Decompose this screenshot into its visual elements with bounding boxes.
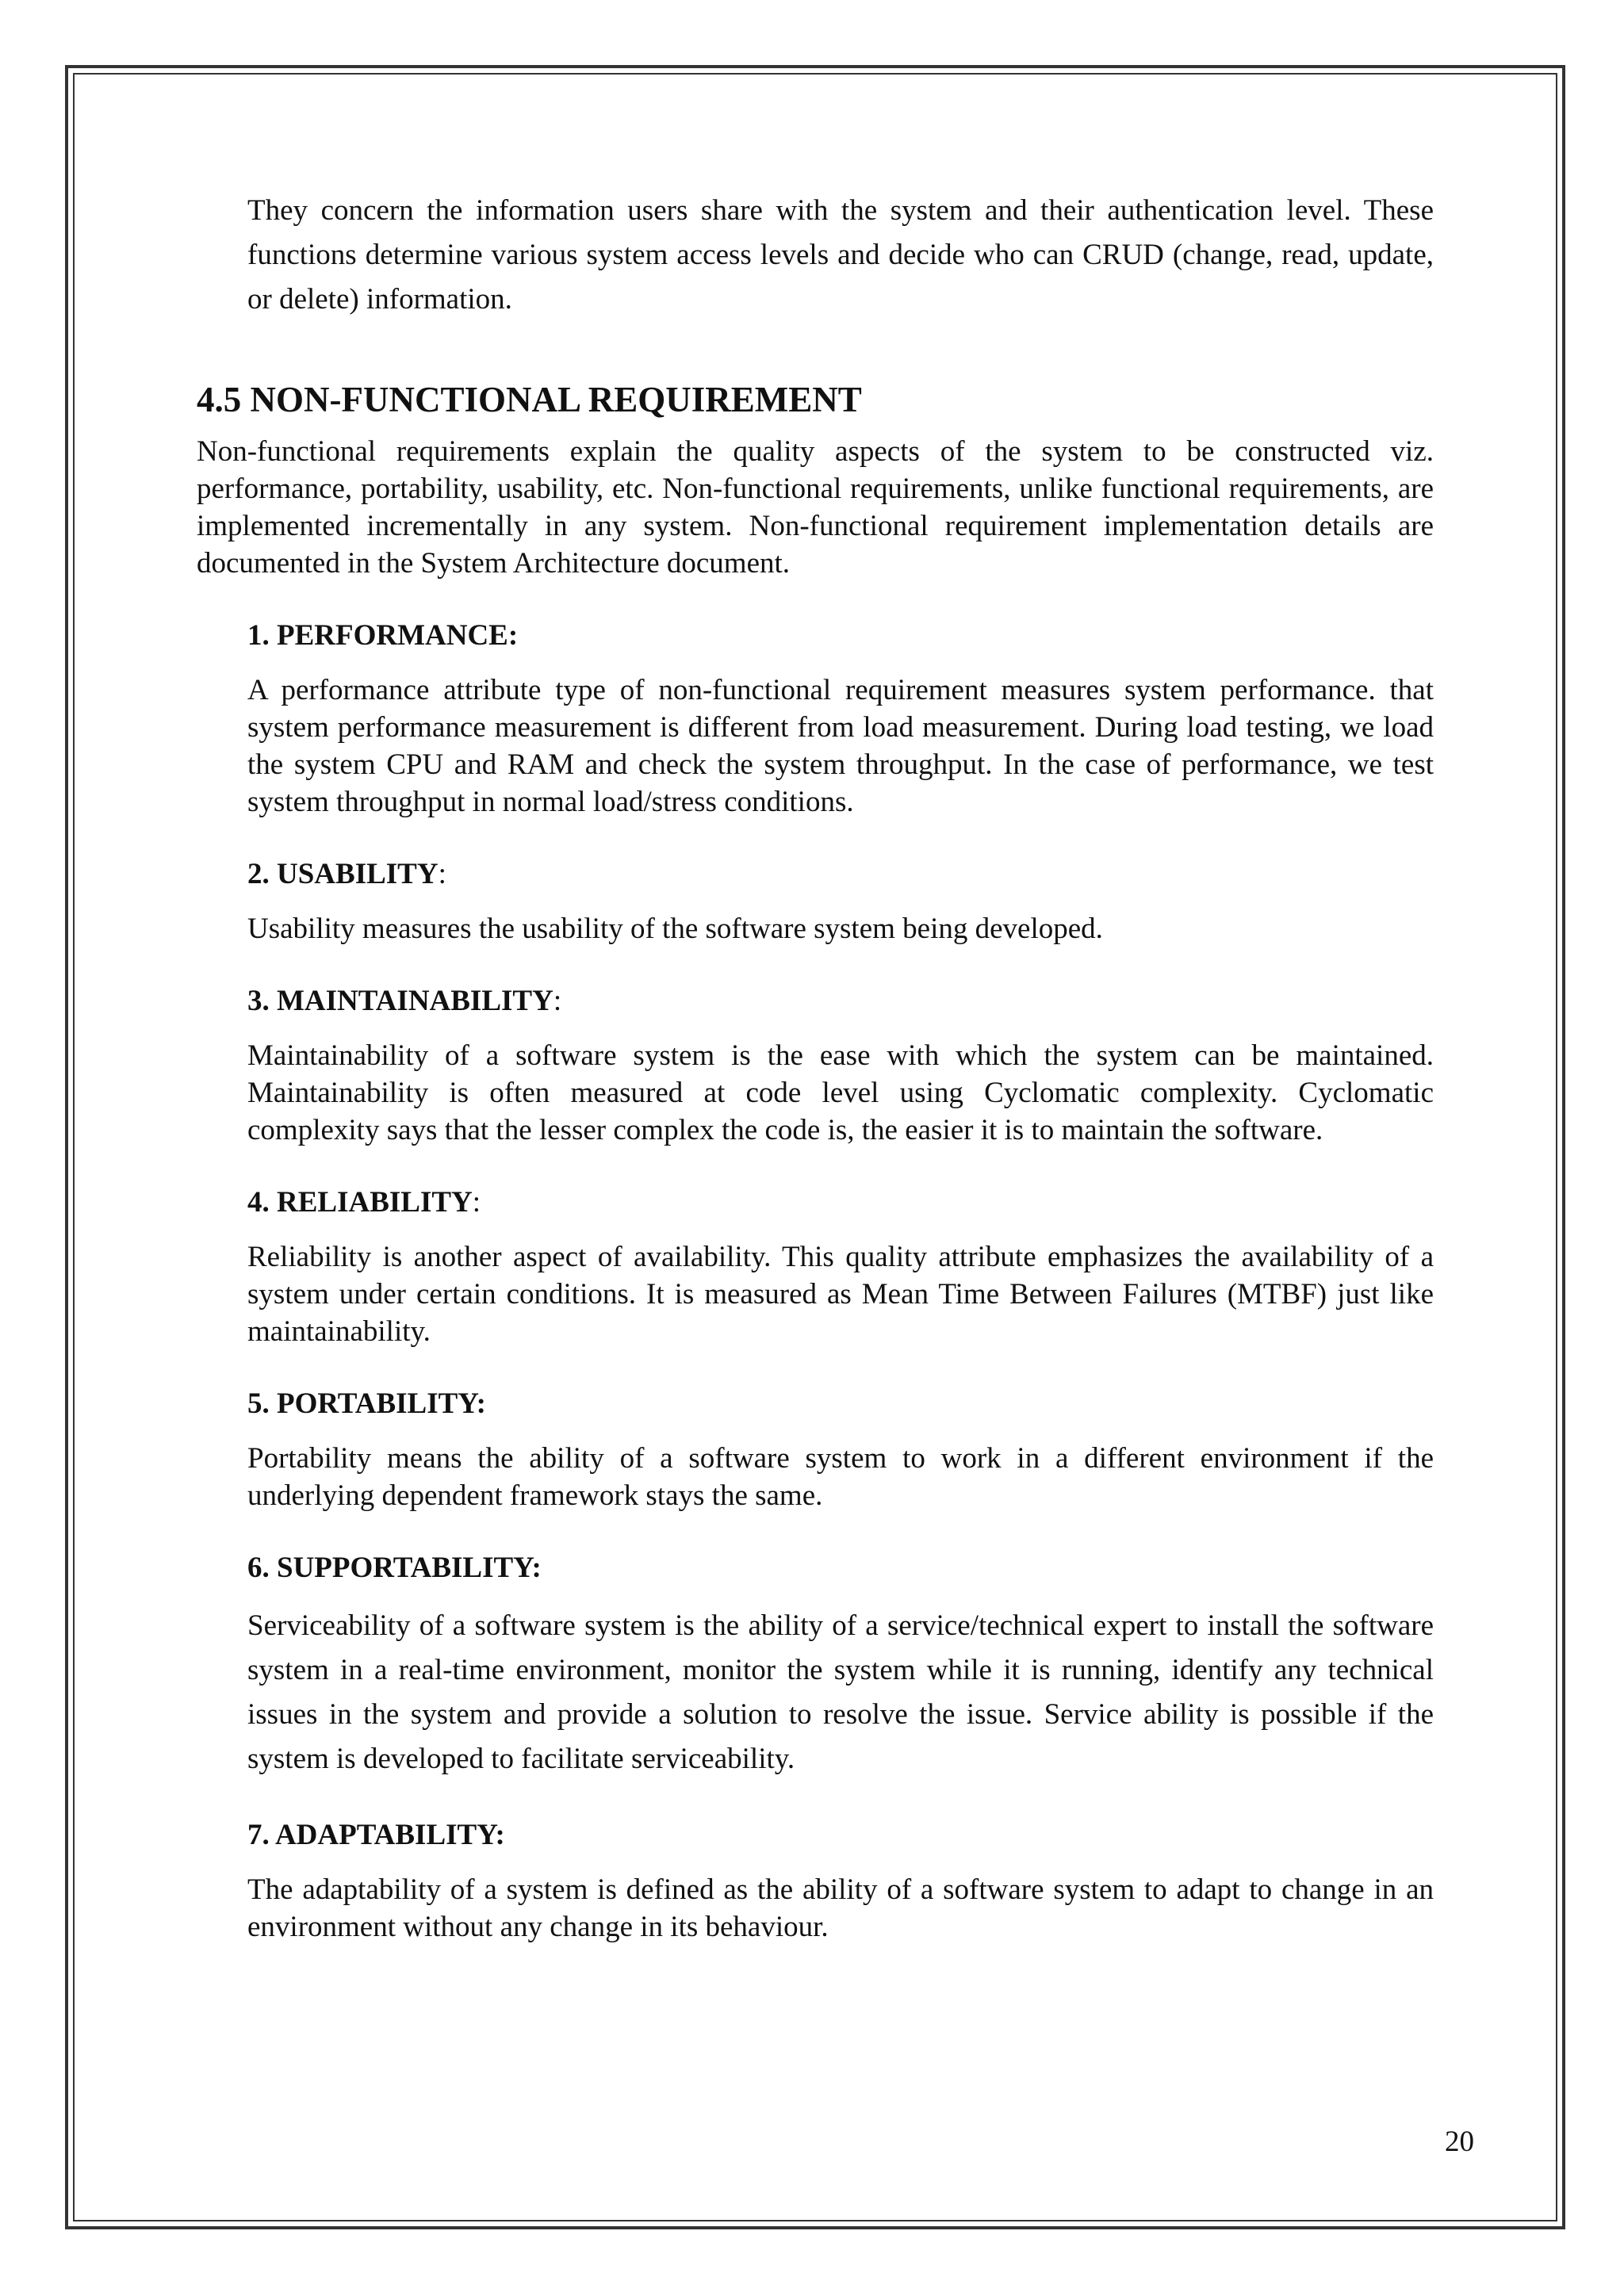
subsection-title: 3. MAINTAINABILITY: — [247, 985, 562, 1017]
intro-paragraph: They concern the information users share with the system and their authentication level. These functions determine various system access levels and decide who can CRUD (change, read, update, or delete) information. — [247, 194, 1434, 316]
subsection-title: 1. PERFORMANCE: — [247, 619, 519, 652]
subsection-body: The adaptability of a system is defined as the ability of a software system to adapt to change in an environment without any change in its behaviour. — [247, 1873, 1434, 1943]
subsection-title: 5. PORTABILITY: — [247, 1387, 486, 1420]
subsection-maintainability — [197, 982, 1434, 1149]
subsection-body: Usability measures the usability of the software system being developed. — [247, 913, 1103, 945]
subsection-adaptability — [197, 1816, 1434, 1946]
intro-block — [197, 189, 1434, 322]
subsection-body: Maintainability of a software system is the ease with which the system can be maintained. Maintainability is often measured at code level using Cyclomatic complexity. Cyclomatic complexity says that the lesser complex the code is, the easier it is to maintain the software. — [247, 1039, 1434, 1146]
subsection-title: 4. RELIABILITY: — [247, 1186, 481, 1219]
subsection-title: 7. ADAPTABILITY: — [247, 1819, 505, 1851]
subsection-performance — [197, 617, 1434, 821]
document-body — [197, 189, 1434, 1946]
lead-paragraph: Non-functional requirements explain the quality aspects of the system to be constructed viz. performance, portability, usability, etc. Non-functional requirements, unlike functional requirements, are implemented incrementally in any system. Non-functional requirement implementation details are documented in the System Architecture document. — [197, 435, 1434, 580]
subsection-body: Serviceability of a software system is the ability of a service/technical expert to install the software system in a real-time environment, monitor the system while it is running, identify any technical issues in the system and provide a solution to resolve the issue. Service ability is possible if the system is developed to facilitate serviceability. — [247, 1609, 1434, 1775]
subsection-body: A performance attribute type of non-functional requirement measures system performance. that system performance measurement is different from load measurement. During load testing, we load the system CPU and RAM and check the system throughput. In the case of performance, we test system throughput in normal load/stress conditions. — [247, 674, 1434, 818]
subsection-title: 6. SUPPORTABILITY: — [247, 1552, 542, 1584]
subsection-title: 2. USABILITY: — [247, 858, 446, 890]
page-number: 20 — [1445, 2126, 1474, 2158]
subsection-reliability — [197, 1184, 1434, 1350]
subsection-body: Portability means the ability of a software system to work in a different environment if the underlying dependent framework stays the same. — [247, 1442, 1434, 1512]
subsection-supportability — [197, 1549, 1434, 1781]
subsection-portability — [197, 1385, 1434, 1514]
subsection-body: Reliability is another aspect of availability. This quality attribute emphasizes the availability of a system under certain conditions. It is measured as Mean Time Between Failures (MTBF) just like maintainability. — [247, 1241, 1434, 1348]
section-heading: 4.5 NON-FUNCTIONAL REQUIREMENT — [197, 380, 862, 419]
subsection-usability — [197, 855, 1434, 947]
